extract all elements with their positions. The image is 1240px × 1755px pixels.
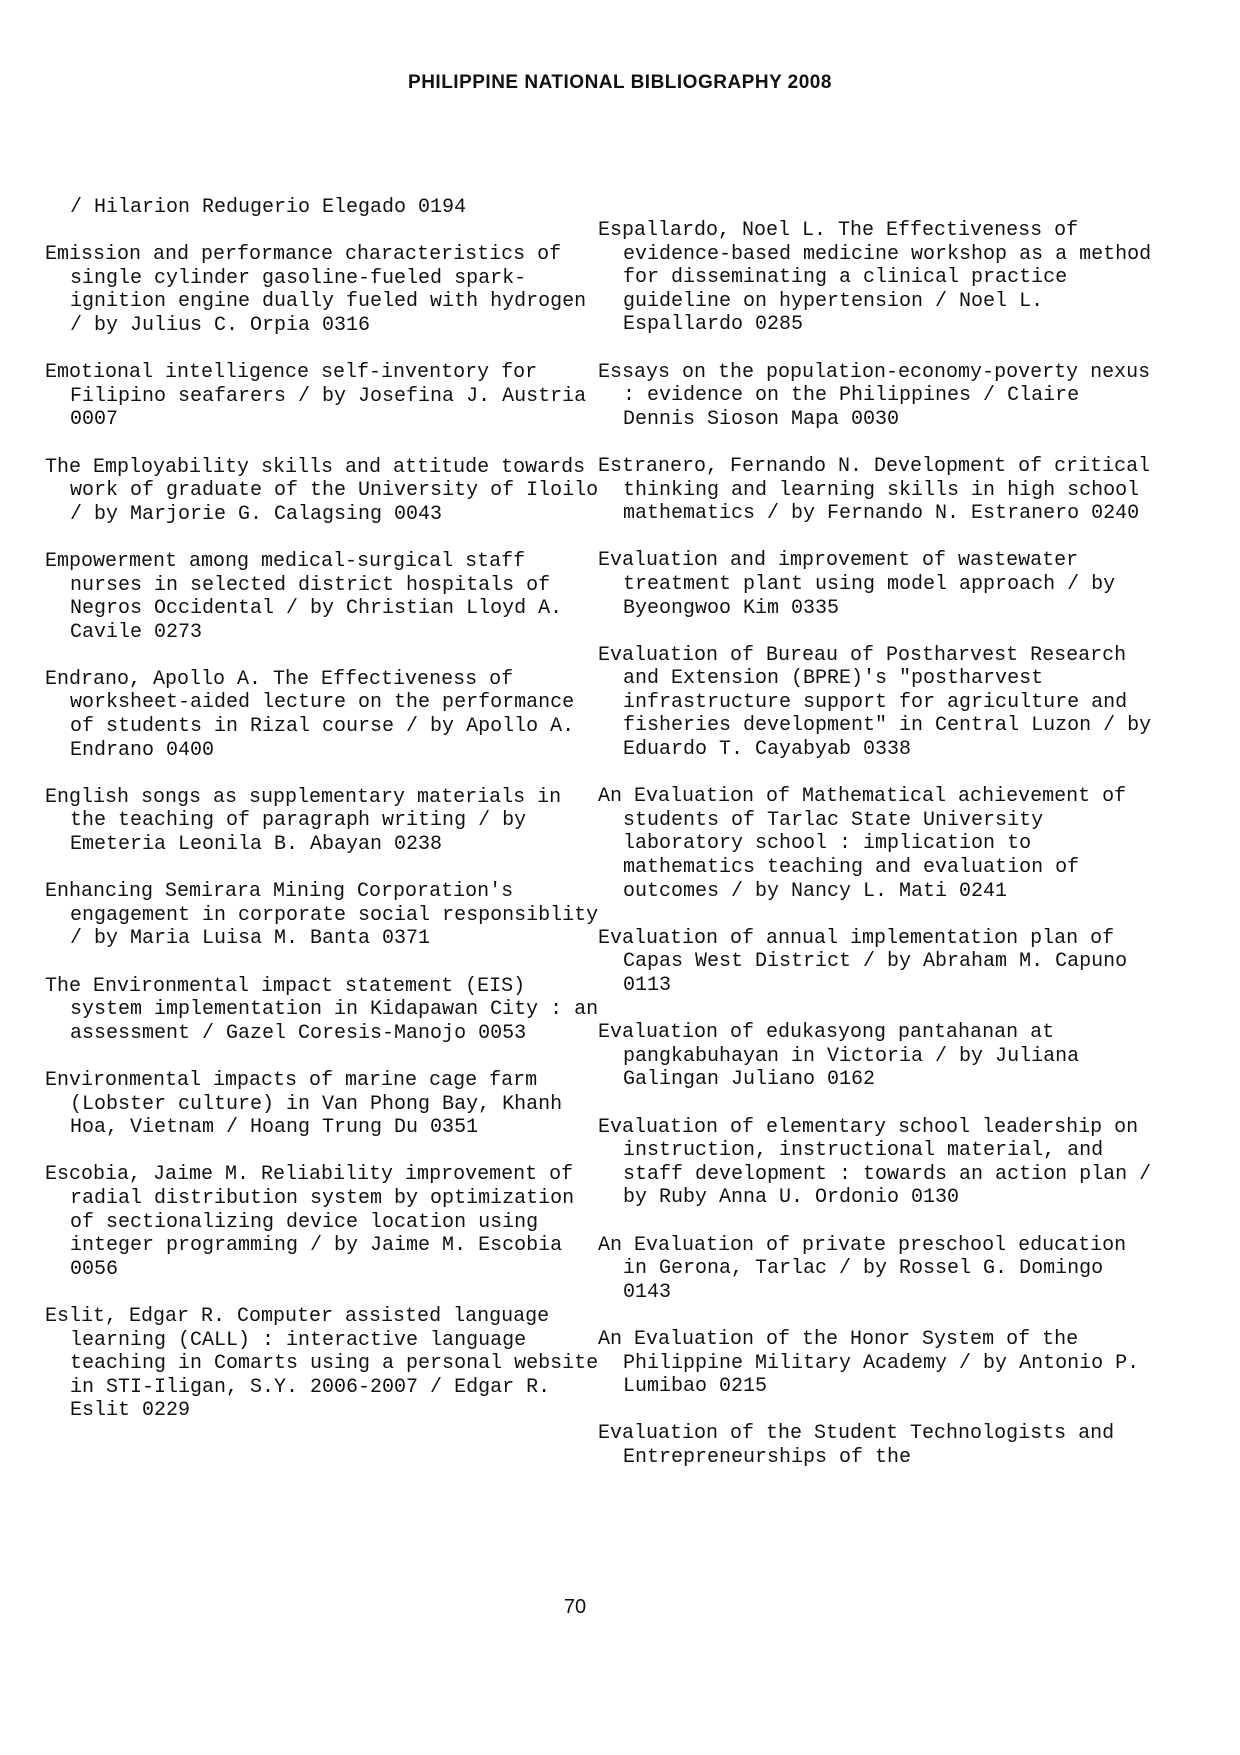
bibliography-entry: Evaluation of annual implementation plan of Capas West District / by Abraham M. Capuno 0113 bbox=[598, 926, 1140, 997]
bibliography-entry: Evaluation of elementary school leadership on instruction, instructional material, and staff development : towards an action plan / by Ruby Anna U. Ordonio 0130 bbox=[598, 1115, 1164, 1210]
bibliography-entry: Estranero, Fernando N. Development of critical thinking and learning skills in high school mathematics / by Fernando N. Estranero 0240 bbox=[598, 454, 1163, 526]
bibliography-entry: Essays on the population-economy-poverty nexus : evidence on the Philippines / Claire Dennis Sioson Mapa 0030 bbox=[598, 360, 1163, 431]
page-title: PHILIPPINE NATIONAL BIBLIOGRAPHY 2008 bbox=[408, 72, 832, 93]
bibliography-entry: Enhancing Semirara Mining Corporation's engagement in corporate social responsiblity / by Maria Luisa M. Banta 0371 bbox=[45, 880, 611, 951]
bibliography-entry: Endrano, Apollo A. The Effectiveness of worksheet-aided lecture on the performance of students in Rizal course / by Apollo A. Endrano 0400 bbox=[45, 667, 587, 762]
bibliography-entry: Evaluation of Bureau of Postharvest Research and Extension (BPRE)'s "postharvest infrastructure support for agriculture and fisheries development" in Central Luzon / by Eduardo T. Cayabyab 0338 bbox=[598, 643, 1164, 762]
bibliography-entry: Evaluation of edukasyong pantahanan at pangkabuhayan in Victoria / by Juliana Galingan Juliano 0162 bbox=[598, 1021, 1092, 1092]
bibliography-entry: An Evaluation of Mathematical achievement of students of Tarlac State University laboratory school : implication to mathematics teaching and evaluation of outcomes / by Nancy L. Mati 0241 bbox=[598, 785, 1139, 903]
bibliography-entry: The Employability skills and attitude towards work of graduate of the University of Iloilo / by Marjorie G. Calagsing 0043 bbox=[45, 455, 611, 526]
bibliography-entry: Empowerment among medical-surgical staff nurses in selected district hospitals of Negros Occidental / by Christian Lloyd A. Cavile 0273 bbox=[45, 549, 575, 644]
bibliography-entry: An Evaluation of private preschool education in Gerona, Tarlac / by Rossel G. Domingo 0143 bbox=[598, 1233, 1139, 1304]
bibliography-entry-continuation: / Hilarion Redugerio Elegado 0194 bbox=[70, 196, 467, 219]
bibliography-entry: Evaluation of the Student Technologists and Entrepreneurships of the bbox=[598, 1422, 1127, 1469]
bibliography-entry: Emission and performance characteristics of single cylinder gasoline-fueled spark-ignition engine dually fueled with hydrogen / by Julius C. Orpia 0316 bbox=[45, 243, 599, 337]
bibliography-entry: An Evaluation of the Honor System of the Philippine Military Academy / by Antonio P. Lumibao 0215 bbox=[598, 1327, 1152, 1399]
bibliography-entry: English songs as supplementary materials in the teaching of paragraph writing / by Emeteria Leonila B. Abayan 0238 bbox=[45, 785, 574, 857]
right-column bbox=[598, 219, 1164, 1493]
bibliography-entry: Emotional intelligence self-inventory for Filipino seafarers / by Josefina J. Austria 0007 bbox=[45, 361, 599, 432]
bibliography-entry: Espallardo, Noel L. The Effectiveness of evidence-based medicine workshop as a method for disseminating a clinical practice guideline on hypertension / Noel L. Espallardo 0285 bbox=[598, 219, 1164, 337]
bibliography-entry: Escobia, Jaime M. Reliability improvement of radial distribution system by optimization of sectionalizing device location using integer programming / by Jaime M. Escobia 0056 bbox=[45, 1163, 587, 1281]
bibliography-entry: Environmental impacts of marine cage farm (Lobster culture) in Van Phong Bay, Khanh Hoa, Vietnam / Hoang Trung Du 0351 bbox=[45, 1068, 575, 1140]
page-number: 70 bbox=[563, 1596, 587, 1618]
bibliography-entry: Evaluation and improvement of wastewater treatment plant using model approach / by Byeongwoo Kim 0335 bbox=[598, 549, 1128, 620]
bibliography-entry: The Environmental impact statement (EIS) system implementation in Kidapawan City : an assessment / Gazel Coresis-Manojo 0053 bbox=[45, 974, 611, 1045]
bibliography-entry: Eslit, Edgar R. Computer assisted language learning (CALL) : interactive language teaching in Comarts using a personal website in STI-Iligan, S.Y. 2006-2007 / Edgar R. Eslit 0229 bbox=[45, 1304, 611, 1423]
left-column bbox=[45, 196, 611, 1446]
